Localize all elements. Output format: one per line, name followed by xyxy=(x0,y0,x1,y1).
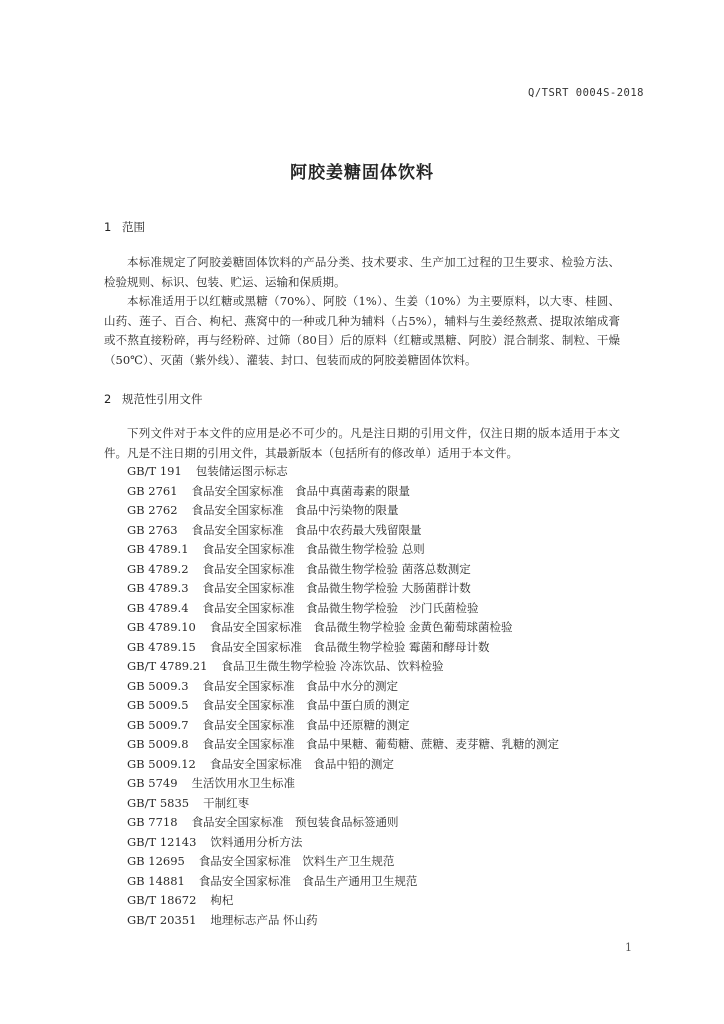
references-intro: 下列文件对于本文件的应用是必不可少的。凡是注日期的引用文件，仅注日期的版本适用于本文件。凡是不注日期的引用文件，其最新版本（包括所有的修改单）适用于本文件。 xyxy=(104,426,620,460)
reference-item xyxy=(127,540,559,560)
reference-code: GB/T 18672 xyxy=(127,893,197,907)
reference-title: 食品安全国家标准 食品中农药最大残留限量 xyxy=(191,522,422,537)
reference-title: 食品安全国家标准 食品微生物学检验 金黄色葡萄球菌检验 xyxy=(209,620,513,634)
reference-code: GB/T 191 xyxy=(127,464,182,478)
reference-code: GB 4789.4 xyxy=(127,600,189,615)
document-title: 阿胶姜糖固体饮料 xyxy=(290,163,434,183)
scope-paragraph-1: 本标准规定了阿胶姜糖固体饮料的产品分类、技术要求、生产加工过程的卫生要求、检验方法、检验规则、标识、包装、贮运、运输和保质期。 xyxy=(104,255,620,289)
reference-item xyxy=(127,462,559,482)
reference-item xyxy=(127,638,559,658)
reference-item xyxy=(127,891,559,911)
reference-code: GB 12695 xyxy=(127,854,185,868)
reference-title: 枸杞 xyxy=(210,893,234,907)
reference-title: 食品安全国家标准 食品中污染物的限量 xyxy=(191,503,399,517)
reference-title: 食品安全国家标准 食品微生物学检验 沙门氏菌检验 xyxy=(202,600,479,615)
section-number: 1 xyxy=(104,220,112,234)
reference-title: 食品安全国家标准 食品中铅的测定 xyxy=(209,756,394,771)
reference-code: GB/T 5835 xyxy=(127,795,190,810)
reference-title: 食品安全国家标准 食品微生物学检验 菌落总数测定 xyxy=(202,561,471,576)
section-2-heading xyxy=(104,391,203,407)
reference-title: 饮料通用分析方法 xyxy=(210,834,303,849)
reference-title: 食品安全国家标准 饮料生产卫生规范 xyxy=(198,854,395,868)
reference-item xyxy=(127,735,559,755)
reference-title: 食品安全国家标准 食品中果糖、葡萄糖、蔗糖、麦芽糖、乳糖的测定 xyxy=(202,737,560,751)
reference-title: 食品安全国家标准 预包装食品标签通则 xyxy=(191,815,399,829)
reference-title: 食品安全国家标准 食品生产通用卫生规范 xyxy=(198,873,418,888)
reference-item xyxy=(127,482,559,502)
reference-item xyxy=(127,618,559,638)
reference-code: GB 5009.3 xyxy=(127,678,189,693)
reference-code: GB 7718 xyxy=(127,815,178,829)
reference-title: 食品安全国家标准 食品中蛋白质的测定 xyxy=(202,698,410,712)
reference-code: GB 14881 xyxy=(127,873,185,888)
reference-code: GB 5009.7 xyxy=(127,717,189,732)
reference-code: GB 5009.12 xyxy=(127,756,196,771)
reference-item xyxy=(127,794,559,814)
reference-title: 包装储运图示标志 xyxy=(195,464,288,478)
reference-title: 食品卫生微生物学检验 冷冻饮品、饮料检验 xyxy=(221,659,444,673)
reference-list xyxy=(127,462,559,930)
reference-code: GB 2762 xyxy=(127,503,178,517)
reference-item xyxy=(127,521,559,541)
reference-title: 干制红枣 xyxy=(203,795,250,810)
reference-item xyxy=(127,579,559,599)
reference-item xyxy=(127,599,559,619)
reference-code: GB 4789.2 xyxy=(127,561,189,576)
reference-item xyxy=(127,774,559,794)
section-title: 范围 xyxy=(122,220,145,234)
reference-title: 食品安全国家标准 食品微生物学检验 霉菌和酵母计数 xyxy=(209,639,490,654)
reference-item xyxy=(127,852,559,872)
reference-code: GB 5009.5 xyxy=(127,698,189,712)
reference-title: 食品安全国家标准 食品中真菌毒素的限量 xyxy=(191,483,411,498)
reference-item xyxy=(127,657,559,677)
reference-item xyxy=(127,872,559,892)
reference-item xyxy=(127,833,559,853)
section-1-heading xyxy=(104,219,145,235)
reference-item xyxy=(127,755,559,775)
reference-title: 食品安全国家标准 食品中水分的测定 xyxy=(202,678,399,693)
section-number: 2 xyxy=(104,392,112,406)
scope-paragraph-2: 本标准适用于以红糖或黑糖（70%）、阿胶（1%）、生姜（10%）为主要原料，以大枣、桂圆、山药、莲子、百合、枸杞、燕窝中的一种或几种为辅料（占5%），辅料与生姜经熬煮、提取浓缩成膏或不熬直接粉碎，再与经粉碎、过筛（80目）后的原料（红糖或黑糖、阿胶）混合制浆、制粒、干燥（50℃）、灭菌（紫外线）、灌装、封口、包装而成的阿胶姜糖固体饮料。 xyxy=(104,294,620,367)
reference-code: GB 4789.1 xyxy=(127,542,189,556)
reference-item xyxy=(127,911,559,931)
reference-title: 食品安全国家标准 食品微生物学检验 大肠菌群计数 xyxy=(202,581,471,595)
section-title: 规范性引用文件 xyxy=(122,392,203,406)
reference-item xyxy=(127,501,559,521)
reference-item xyxy=(127,813,559,833)
reference-code: GB/T 20351 xyxy=(127,912,197,927)
standard-code: Q/TSRT 0004S-2018 xyxy=(528,87,644,99)
reference-title: 食品安全国家标准 食品中还原糖的测定 xyxy=(202,717,410,732)
reference-item xyxy=(127,677,559,697)
page-number: 1 xyxy=(625,941,632,954)
reference-code: GB 2763 xyxy=(127,522,178,537)
reference-code: GB 5009.8 xyxy=(127,737,189,751)
reference-code: GB 4789.10 xyxy=(127,620,196,634)
reference-item xyxy=(127,696,559,716)
reference-item xyxy=(127,560,559,580)
reference-title: 生活饮用水卫生标准 xyxy=(191,776,296,790)
reference-code: GB 5749 xyxy=(127,776,178,790)
reference-code: GB 4789.15 xyxy=(127,639,196,654)
reference-code: GB 2761 xyxy=(127,483,178,498)
reference-code: GB 4789.3 xyxy=(127,581,189,595)
reference-title: 食品安全国家标准 食品微生物学检验 总则 xyxy=(202,542,425,556)
reference-item xyxy=(127,716,559,736)
reference-code: GB/T 12143 xyxy=(127,834,197,849)
reference-code: GB/T 4789.21 xyxy=(127,659,208,673)
reference-title: 地理标志产品 怀山药 xyxy=(210,912,318,927)
